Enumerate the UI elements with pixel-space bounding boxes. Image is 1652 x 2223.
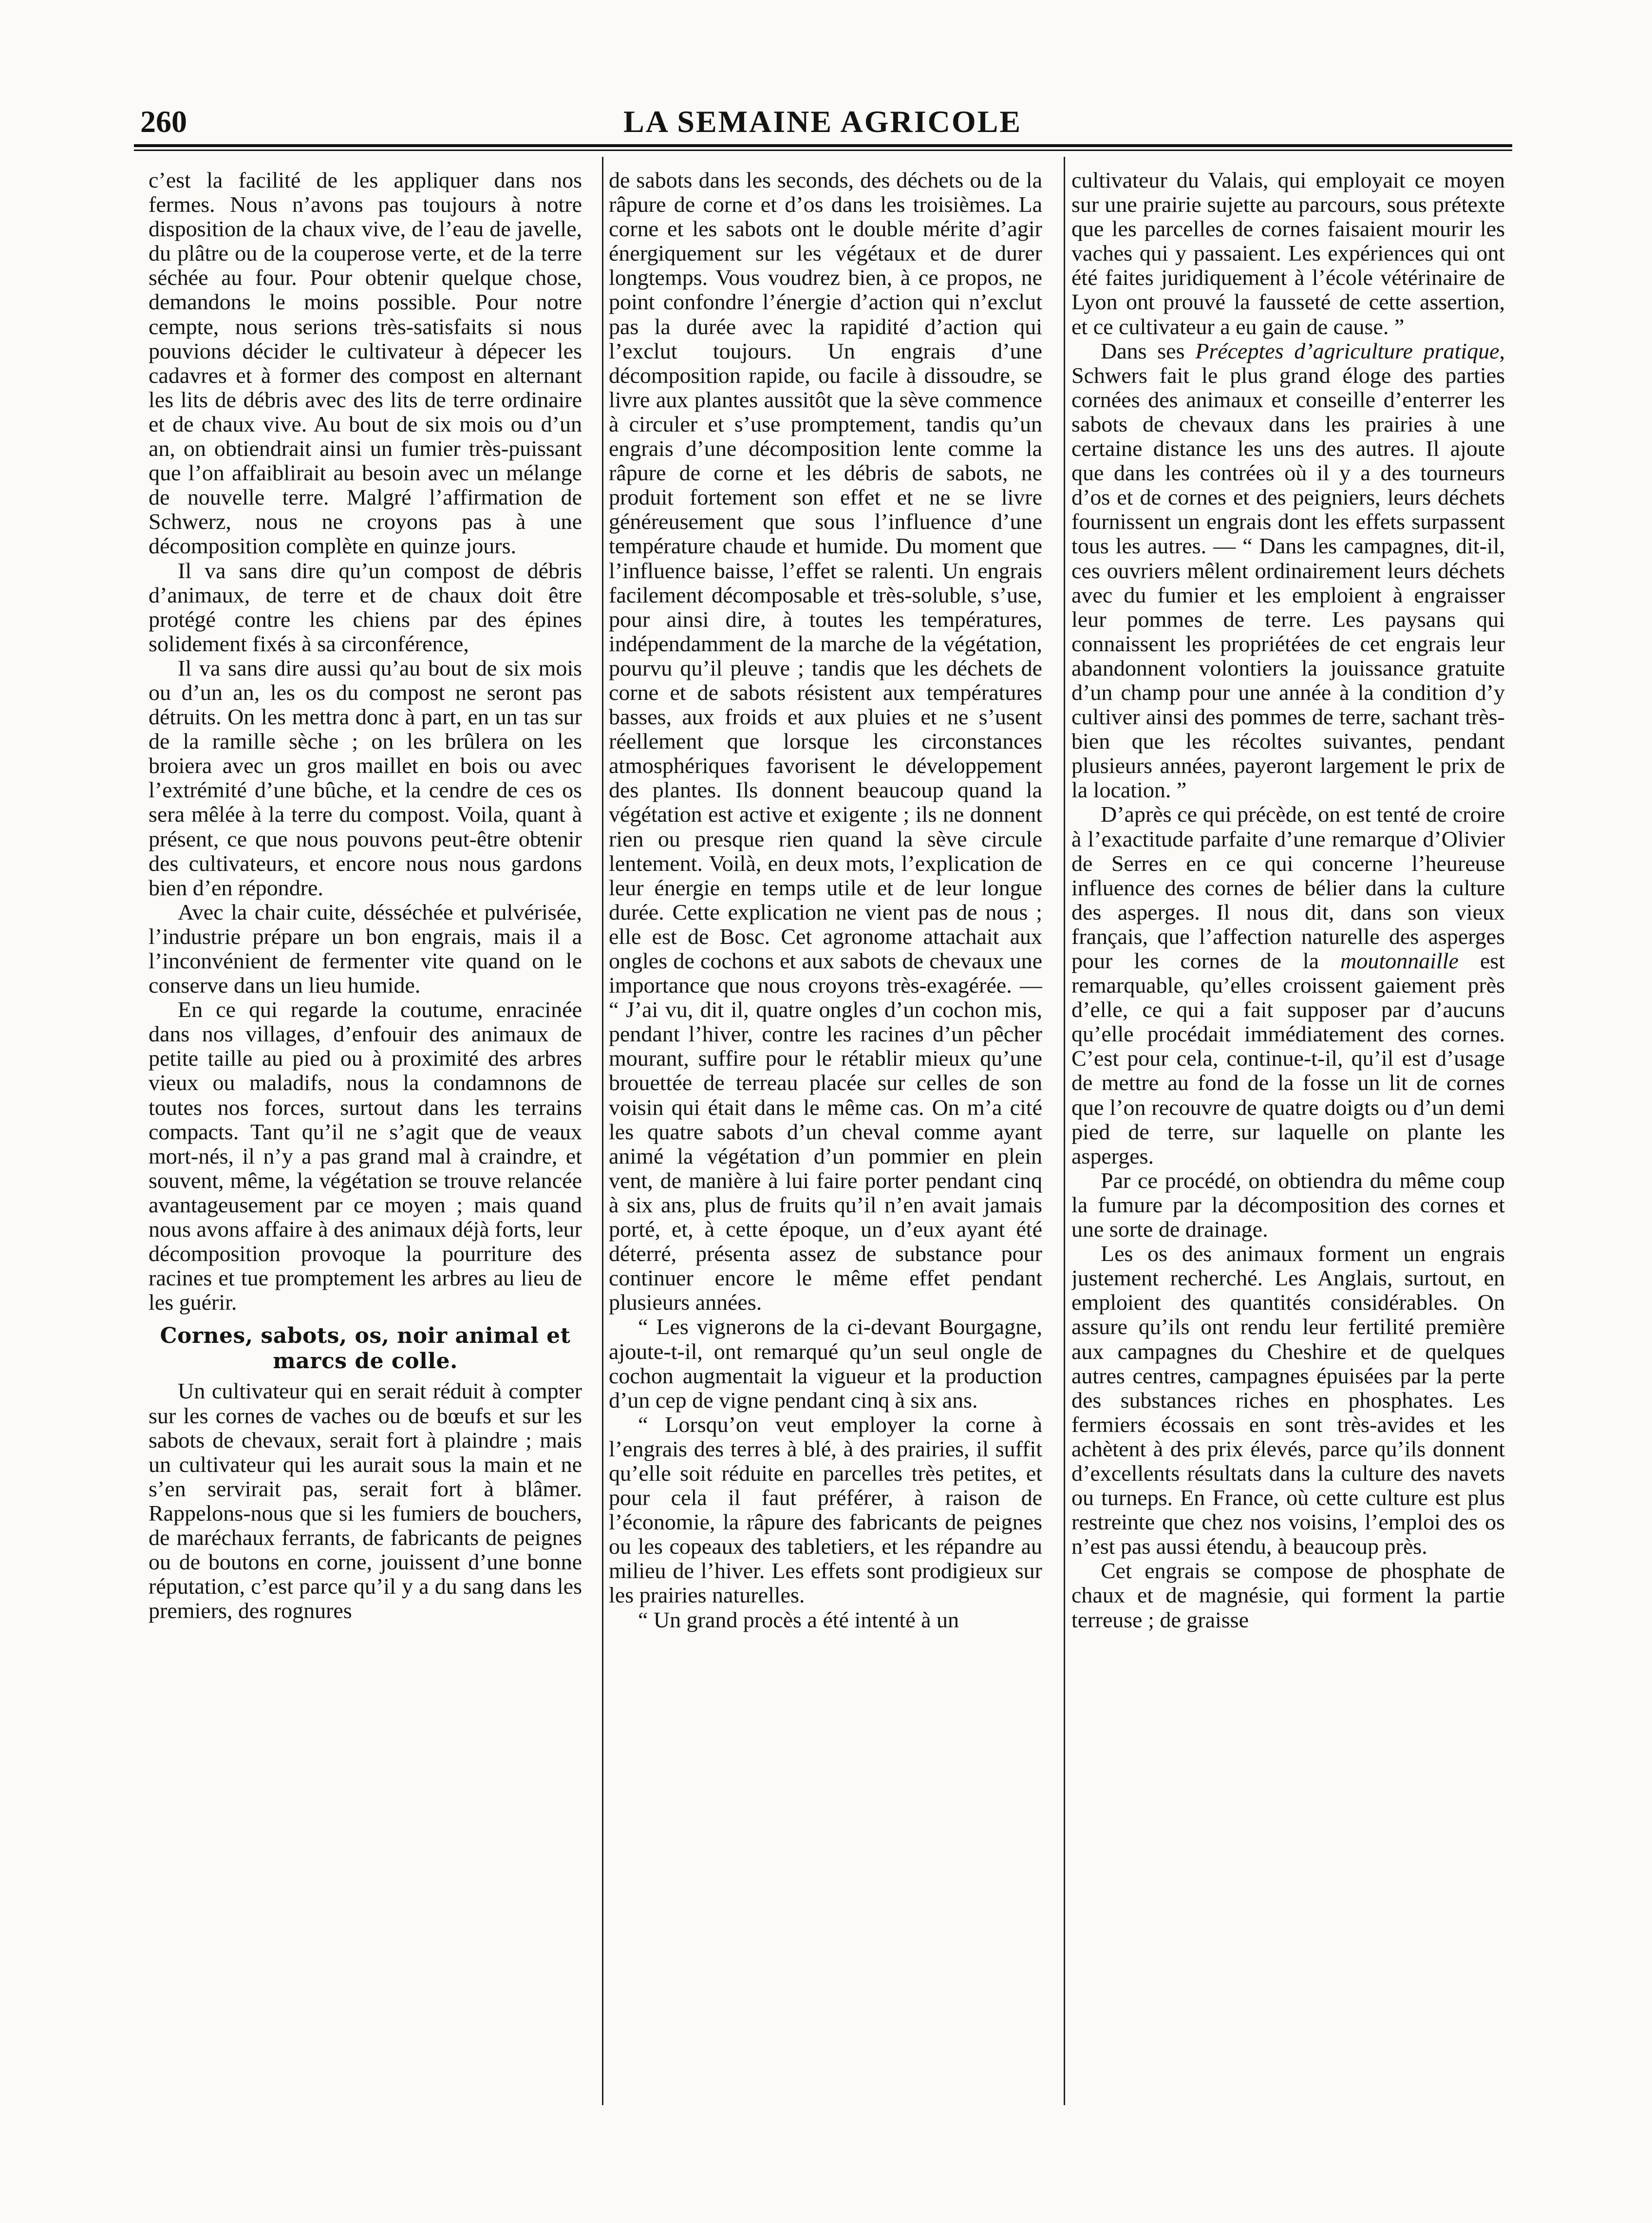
paragraph: Avec la chair cuite, désséchée et pulvérisée, l’industrie prépare un bon engrais, mais il a l’inconvénient de fermenter vite quand on le conserve dans un lieu humide.	[149, 899, 582, 998]
paragraph: En ce qui regarde la coutume, enracinée dans nos villages, d’enfouir des animaux de petite taille au pied ou à proximité des arbres vieux ou maladifs, nous la condamnons de toutes nos forces, surtout dans les terrains compacts. Tant qu’il ne s’agit que de veaux mort-nés, il n’y a pas grand mal à craindre, et souvent, même, la végétation se trouve relancée avantageusement par ce moyen ; mais quand nous avons affaire à des animaux déjà forts, leur décomposition provoque la pourriture des racines et tue promptement les arbres au lieu de les guérir.	[149, 997, 582, 1315]
paragraph: “ Lorsqu’on veut employer la corne à l’engrais des terres à blé, à des prairies, il suffit qu’elle soit réduite en parcelles très petites, et pour cela il faut préférer, à raison de l’économie, la râpure des fabricants de peignes ou les copeaux des tabletiers, et les répandre au milieu de l’hiver. Les effets sont prodigieux sur les prairies naturelles.	[609, 1412, 1042, 1608]
paragraph: cultivateur du Valais, qui employait ce moyen sur une prairie sujette au parcours, sous prétexte que les parcelles de cornes faisaient mourir les vaches qui y passaient. Les expériences qui ont été faites juridiquement à l’école vétérinaire de Lyon ont prouvé la fausseté de cette assertion, et ce cultivateur a eu gain de cause. ”	[1071, 168, 1505, 339]
paragraph: “ Les vignerons de la ci-devant Bourgagne, ajoute-t-il, ont remarqué qu’un seul ongle de cochon augmentait la vigueur et la production d’un cep de vigne pendant cinq à six ans.	[609, 1314, 1042, 1413]
paragraph: Il va sans dire qu’un compost de débris d’animaux, de terre et de chaux doit être protégé contre les chiens par des épines solidement fixés à sa circonférence,	[149, 558, 582, 656]
paragraph: de sabots dans les seconds, des déchets ou de la râpure de corne et d’os dans les troisièmes. La corne et les sabots ont le double mérite d’agir énergiquement sur les végétaux et de durer longtemps. Vous voudrez bien, à ce propos, ne point confondre l’énergie d’action qui n’exclut pas la durée avec la rapidité d’action qui l’exclut toujours. Un engrais d’une décomposition rapide, ou facile à dissoudre, se livre aux plantes aussitôt que la sève commence à circuler et s’use promptement, tandis qu’un engrais d’une décomposition lente comme la râpure de corne et les débris de sabots, ne produit fortement son effet et ne se livre généreusement que sous l’influence d’une température chaude et humide. Du moment que l’influence baisse, l’effet se ralenti. Un engrais facilement décomposable et très-soluble, s’use, pour ainsi dire, à toutes les températures, indépendamment de la marche de la végétation, pourvu qu’il pleuve ; tandis que les déchets de corne et de sabots résistent aux températures basses, aux froids et aux pluies et ne s’usent réellement que lorsque les circonstances atmosphériques favorisent le développement des plantes. Ils donnent beaucoup quand la végétation est active et exigente ; ils ne donnent rien ou presque rien quand la sève circule lentement. Voilà, en deux mots, l’explication de leur énergie en temps utile et de leur longue durée. Cette explication ne vient pas de nous ; elle est de Bosc. Cet agronome attachait aux ongles de cochons et aux sabots de chevaux une importance que nous croyons très-exagérée. — “ J’ai vu, dit il, quatre ongles d’un cochon mis, pendant l’hiver, contre les racines d’un pêcher mourant, suffire pour le rétablir mieux qu’une brouettée de terreau placée sur celles de son voisin qui était dans le même cas. On m’a cité les quatre sabots d’un cheval comme ayant animé la végétation d’un pommier en plein vent, de manière à lui faire porter pendant cinq à six ans, plus de fruits qu’il n’en avait jamais porté, et, à cette époque, un d’eux ayant été déterré, présenta assez de substance pour continuer encore le même effet pendant plusieurs années.	[609, 168, 1042, 1315]
paragraph: Il va sans dire aussi qu’au bout de six mois ou d’un an, les os du compost ne seront pas détruits. On les mettra donc à part, en un tas sur de la ramille sèche ; on les brûlera on les broiera avec un gros maillet en bois ou avec l’extrémité d’une bûche, et la cendre de ces os sera mêlée à la terre du compost. Voila, quant à présent, ce que nous pouvons peut-être obtenir des cultivateurs, et encore nous nous gardons bien d’en répondre.	[149, 655, 582, 900]
column-divider	[602, 157, 603, 2105]
text-run: D’après ce qui précède, on est tenté de croire à l’exactitude parfaite d’une remarque d’Olivier de Serres en ce qui concerne l’heureuse influence des cornes de bélier dans la culture des asperges. Il nous dit, dans son vieux français, que l’affection naturelle des asperges pour les cornes de la	[1071, 802, 1505, 973]
column-divider	[1064, 157, 1065, 2105]
paragraph: Un cultivateur qui en serait réduit à compter sur les cornes de vaches ou de bœufs et sur les sabots de chevaux, serait fort à plaindre ; mais un cultivateur qui les aurait sous la main et ne s’en servirait pas, serait fort à blâmer. Rappelons-nous que si les fumiers de bouchers, de maréchaux ferrants, de fabricants de peignes ou de boutons en corne, jouissent d’une bonne réputation, c’est parce qu’il y a du sang dans les premiers, des rognures	[149, 1378, 582, 1623]
text-run: , Schwers fait le plus grand éloge des parties cornées des animaux et conseille d’enterrer les sabots de chevaux dans les prairies à une certaine distance les uns des autres. Il ajoute que dans les contrées où il y a des tourneurs d’os et de cornes et des peigniers, leurs déchets fournissent un engrais dont les effets surpassent tous les autres. — “ Dans les campagnes, dit-il, ces ouvriers mêlent ordinairement leurs déchets avec du fumier et les emploient à engraisser leur pommes de terre. Les paysans qui connaissent les propriétées de cet engrais leur abandonnent volontiers la jouissance gratuite d’un champ pour une année à la condition d’y cultiver ainsi des pommes de terre, sachant très-bien que les récoltes suivantes, pendant plusieurs années, payeront largement le prix de la location. ”	[1071, 338, 1505, 803]
paragraph: “ Un grand procès a été intenté à un	[638, 1607, 959, 1632]
paragraph: Cet engrais se compose de phosphate de chaux et de magnésie, qui forment la partie terreuse ; de graisse	[1071, 1558, 1505, 1632]
page-number: 260	[140, 104, 187, 139]
paragraph	[1071, 339, 1505, 803]
paragraph: c’est la facilité de les appliquer dans nos fermes. Nous n’avons pas toujours à notre disposition de la chaux vive, de l’eau de javelle, du plâtre ou de la couperose verte, et de la terre séchée au four. Pour obtenir quelque chose, demandons le moins possible. Pour notre cempte, nous serions très-satisfaits si nous pouvions décider le cultivateur à dépecer les cadavres et à former des compost en alternant les lits de débris avec des lits de terre ordinaire et de chaux vive. Au bout de six mois ou d’un an, on obtiendrait ainsi un fumier très-puissant que l’on affaiblirait au besoin avec un mélange de nouvelle terre. Malgré l’affirmation de Schwerz, nous ne croyons pas à une décomposition complète en quinze jours.	[149, 168, 582, 559]
text-run: est remarquable, qu’elles croissent gaiement près d’elle, ce qui a fait supposer par d’aucuns qu’elle procédait immédiatement des cornes. C’est pour cela, continue-t-il, qu’il est d’usage de mettre au fond de la fosse un lit de cornes que l’on recouvre de quatre doigts ou d’un demi pied de terre, sur laquelle on plante les asperges.	[1071, 948, 1505, 1168]
header-double-rule	[134, 144, 1512, 151]
paragraph: Les os des animaux forment un engrais justement recherché. Les Anglais, surtout, en emploient des quantités considérables. On assure qu’ils ont rendu leur fertilité première aux campagnes du Cheshire et de quelques autres centres, campagnes épuisées par la perte des substances riches en phosphates. Les fermiers écossais en sont très-avides et les achètent à des prix élevés, parce qu’ils donnent d’excellents résultats dans la culture des navets ou turneps. En France, où cette culture est plus restreinte que chez nos voisins, l’emploi des os n’est pas aussi étendu, à beaucoup près.	[1071, 1241, 1505, 1559]
text-run: Dans ses	[1101, 338, 1196, 363]
text-column-3	[1071, 168, 1505, 2109]
italic-term: moutonnaille	[1340, 948, 1459, 973]
italic-title: Préceptes d’agriculture pratique	[1195, 338, 1500, 363]
section-heading: Cornes, sabots, os, noir animal et marcs de colle.	[160, 1323, 571, 1374]
text-column-1	[149, 168, 582, 2109]
paragraph	[1071, 802, 1505, 1168]
text-column-2	[609, 168, 1042, 2109]
paragraph: Par ce procédé, on obtiendra du même coup la fumure par la décomposition des cornes et une sorte de drainage.	[1071, 1168, 1505, 1242]
journal-title: LA SEMAINE AGRICOLE	[623, 104, 1022, 139]
